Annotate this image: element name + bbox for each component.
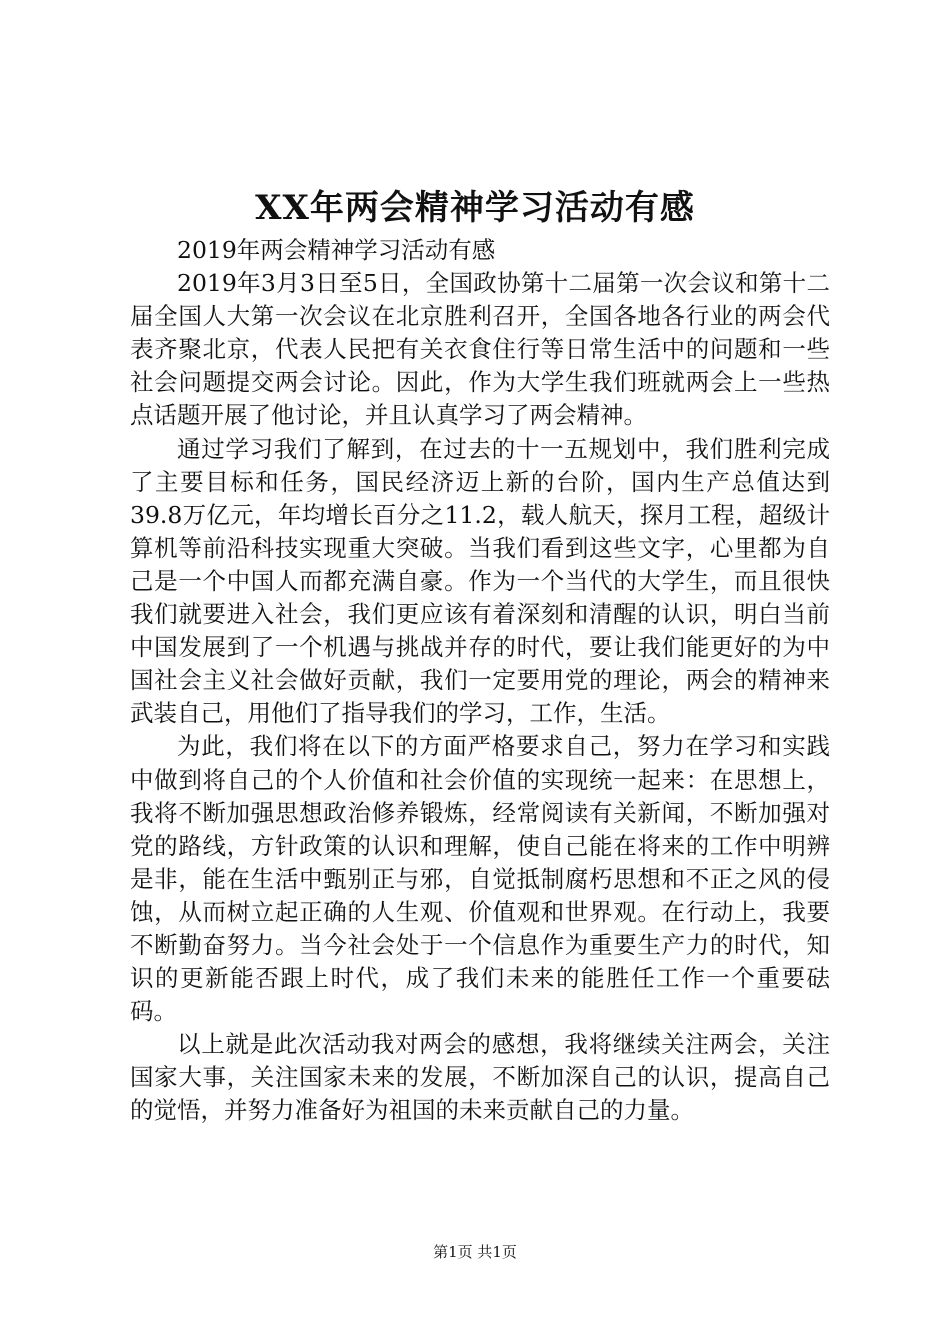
document-title: XX年两会精神学习活动有感 (255, 188, 695, 228)
body-paragraph: 2019年两会精神学习活动有感 (177, 236, 496, 264)
page-number-footer: 第1页 共1页 (433, 1243, 517, 1261)
body-paragraph: 通过学习我们了解到，在过去的十一五规划中，我们胜利完成了主要目标和任务，国民经济迈上新的台阶，国内生产总值达到39.8万亿元，年均增长百分之11.2，载人航天，探月工程，超级计算机等前沿科技实现重大突破。当我们看到这些文字，心里都为自己是一个中国人而都充满自豪。作为一个当代的大学生，而且很快我们就要进入社会，我们更应该有着深刻和清醒的认识，明白当前中国发展到了一个机遇与挑战并存的时代，要让我们能更好的为中国社会主义社会做好贡献，我们一定要用党的理论，两会的精神来武装自己，用他们了指导我们的学习，工作，生活。 (130, 434, 830, 728)
body-paragraph: 以上就是此次活动我对两会的感想，我将继续关注两会，关注国家大事，关注国家未来的发展，不断加深自己的认识，提高自己的觉悟，并努力准备好为祖国的未来贡献自己的力量。 (130, 1030, 830, 1125)
document-body (130, 234, 830, 1128)
body-paragraph: 为此，我们将在以下的方面严格要求自己，努力在学习和实践中做到将自己的个人价值和社会价值的实现统一起来：在思想上，我将不断加强思想政治修养锻炼，经常阅读有关新闻，不断加强对党的路线，方针政策的认识和理解，使自己能在将来的工作中明辨是非，能在生活中甄别正与邪，自觉抵制腐朽思想和不正之风的侵蚀，从而树立起正确的人生观、价值观和世界观。在行动上，我要不断勤奋努力。当今社会处于一个信息作为重要生产力的时代，知识的更新能否跟上时代，成了我们未来的能胜任工作一个重要砝码。 (130, 732, 830, 1026)
body-paragraph: 2019年3月3日至5日，全国政协第十二届第一次会议和第十二届全国人大第一次会议在北京胜利召开，全国各地各行业的两会代表齐聚北京，代表人民把有关衣食住行等日常生活中的问题和一些社会问题提交两会讨论。因此，作为大学生我们班就两会上一些热点话题开展了他讨论，并且认真学习了两会精神。 (130, 269, 830, 430)
